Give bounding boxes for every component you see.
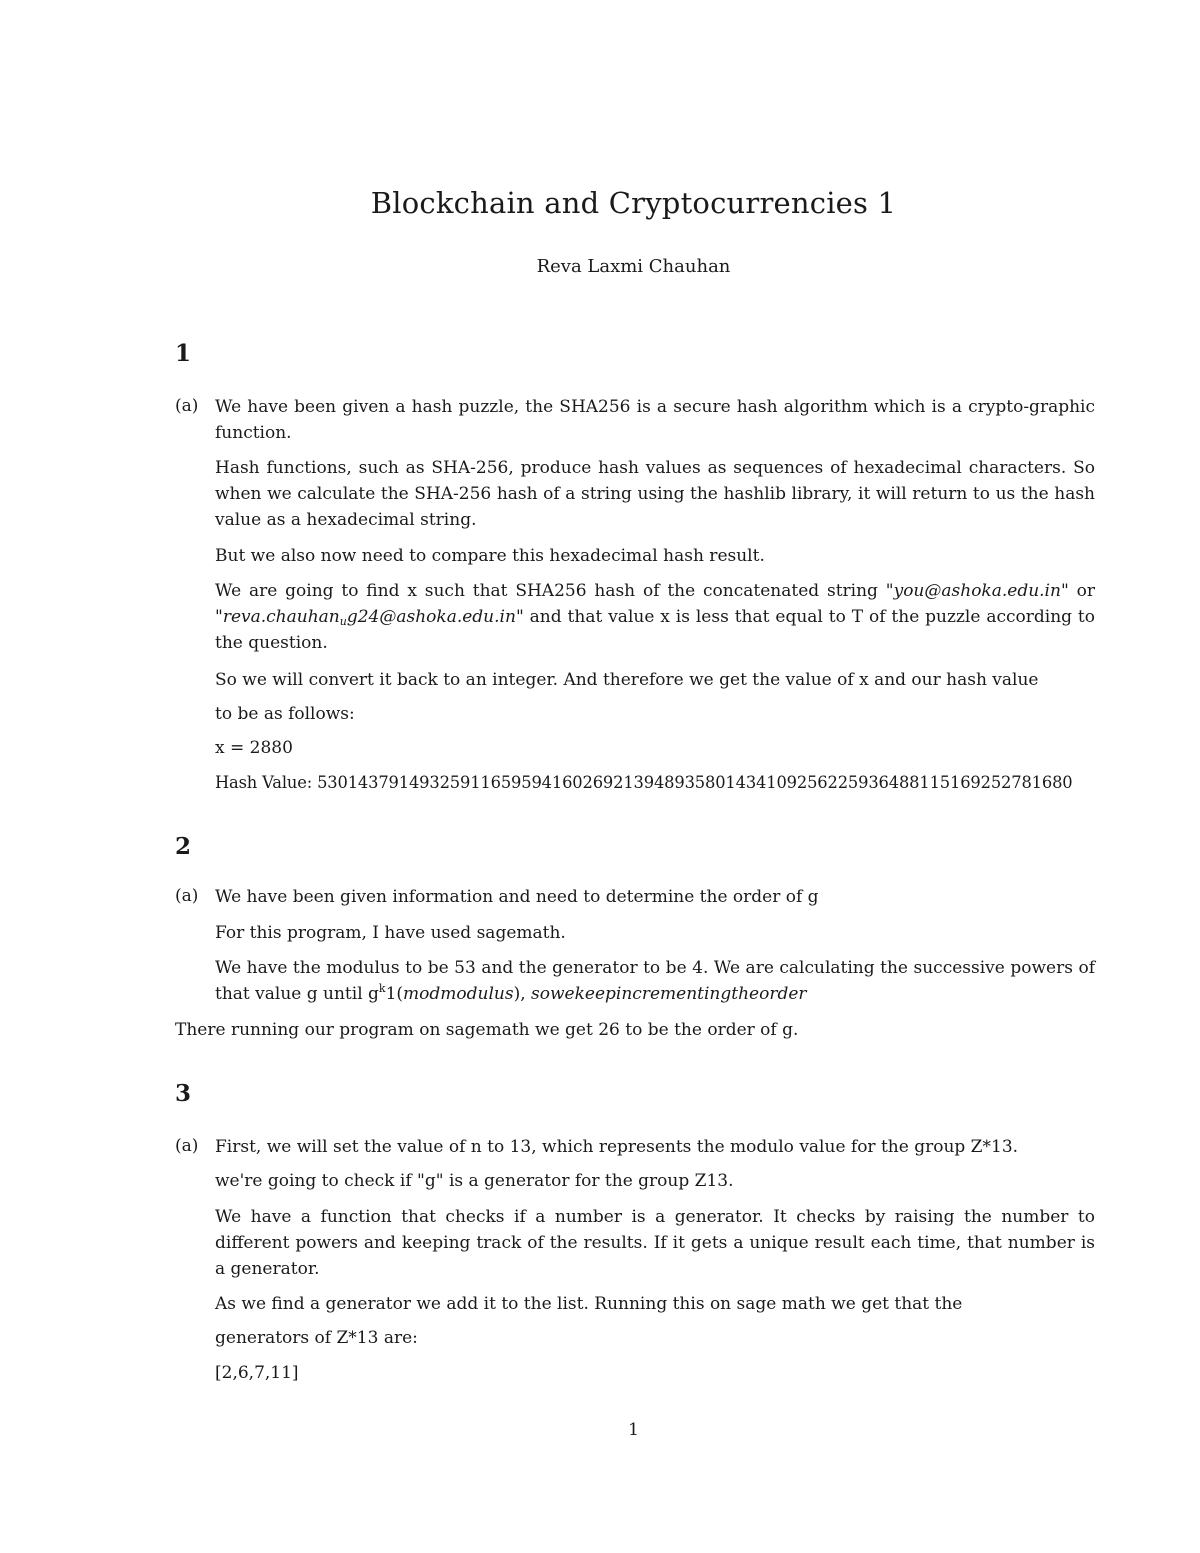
section-1-paragraph-5-line-1: So we will convert it back to an integer. And therefore we get the value of x and our hash value — [215, 670, 1039, 690]
section-2-paragraph-4: There running our program on sagemath we get 26 to be the order of g. — [175, 1020, 799, 1040]
math-tail: sowekeepincrementingtheorder — [531, 984, 807, 1004]
section-2-heading: 2 — [175, 833, 192, 860]
section-3-paragraph-2: we're going to check if "g" is a generator for the group Z13. — [215, 1171, 734, 1191]
section-1-paragraph-5-line-2: to be as follows: — [215, 704, 355, 724]
section-1-paragraph-1: We have been given a hash puzzle, the SHA256 is a secure hash algorithm which is a crypto-graphic function. — [215, 397, 1095, 443]
section-3-paragraph-3: We have a function that checks if a number is a generator. It checks by raising the number to different powers and keeping track of the results. If it gets a unique result each time, that number is a generator. — [215, 1207, 1095, 1279]
x-value: x = 2880 — [215, 738, 293, 758]
section-2-paragraph-2: For this program, I have used sagemath. — [215, 923, 566, 943]
section-1-paragraph-3: But we also now need to compare this hexadecimal hash result. — [215, 546, 765, 566]
section-3-paragraph-4-line-2: generators of Z*13 are: — [215, 1328, 418, 1348]
section-3-item-label: (a) — [175, 1136, 199, 1156]
document-title: Blockchain and Cryptocurrencies 1 — [370, 186, 897, 220]
hash-value: Hash Value: 530143791493259116595941602692139489358014341092562259364881151692527816​80 — [215, 773, 1073, 792]
section-3-paragraph-1: First, we will set the value of n to 13, which represents the modulo value for the group Z*13. — [215, 1137, 1019, 1157]
generators-list: [2,6,7,11] — [215, 1363, 299, 1383]
document-author: Reva Laxmi Chauhan — [536, 256, 731, 277]
section-1-paragraph-4: We are going to find x such that SHA256 hash of the concatenated string "you@ashoka.edu.in" or "reva.chauhan$_u$g24@ashoka.edu.in" and that value x is less that equal to T of the puzzle according to the question. — [215, 581, 1095, 653]
section-1-heading: 1 — [175, 340, 192, 367]
section-3-heading: 3 — [175, 1080, 192, 1107]
page-number: 1 — [628, 1420, 639, 1440]
email-you: you@ashoka.edu.in — [893, 581, 1061, 601]
section-2-paragraph-1: We have been given information and need to determine the order of g — [215, 887, 819, 907]
section-3-paragraph-4-line-1: As we find a generator we add it to the list. Running this on sage math we get that the — [215, 1294, 963, 1314]
email-reva: reva.chauhan$_u$g24@ashoka.edu.in — [222, 607, 516, 628]
section-1-item-label: (a) — [175, 396, 199, 416]
section-2-item-label: (a) — [175, 886, 199, 906]
section-2-paragraph-3: We have the modulus to be 53 and the generator to be 4. We are calculating the successive powers of that value g until $g^k1(modmodulus)$, sowekeepincrementingtheorder — [215, 958, 1095, 1004]
section-1-paragraph-2: Hash functions, such as SHA-256, produce hash values as sequences of hexadecimal characters. So when we calculate the SHA-256 hash of a string using the hashlib library, it will return to us the hash value as a hexadecimal string. — [215, 458, 1095, 530]
